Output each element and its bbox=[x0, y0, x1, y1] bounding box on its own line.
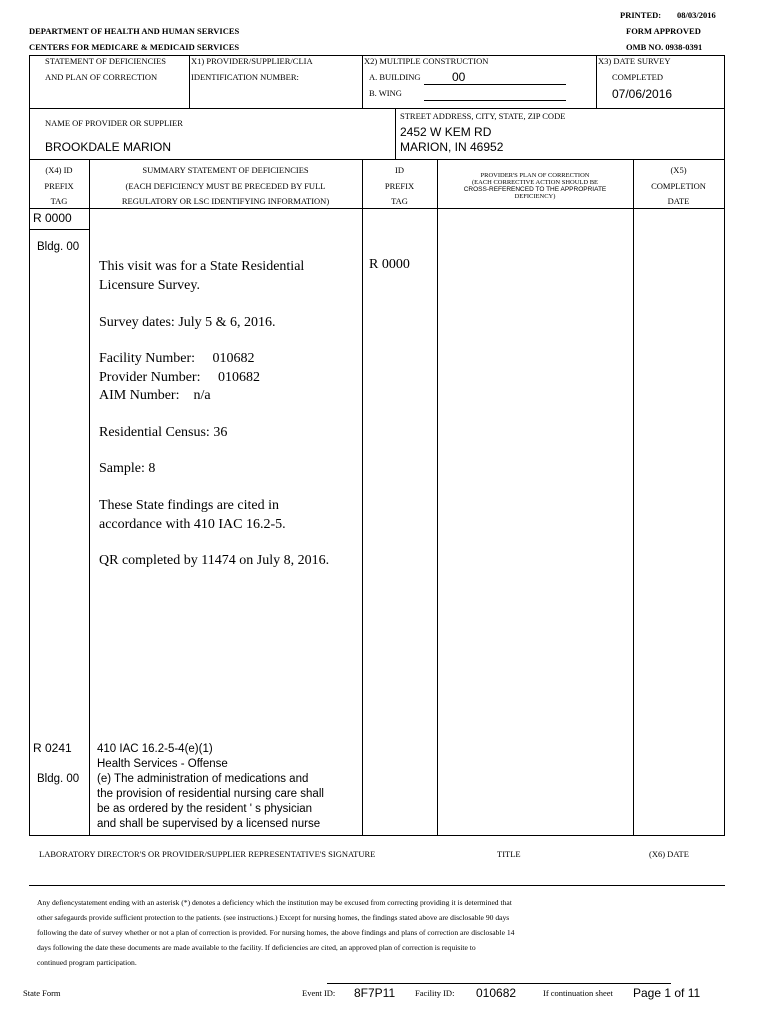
disclaimer-line-4: days following the date these documents are made available to the facility. If deficiencies are cited, an approved plan of correction is requisite to bbox=[37, 943, 476, 952]
x3-label: X3) DATE SURVEY bbox=[598, 56, 671, 66]
event-id-value: 8F7P11 bbox=[354, 986, 396, 1000]
disclaimer-line-3: following the date of survey whether or not a plan of correction is provided. For nursing homes, the above findings and plans of correction are disclosable 14 bbox=[37, 928, 515, 937]
centers-title: CENTERS FOR MEDICARE & MEDICAID SERVICES bbox=[29, 42, 240, 52]
reg-text-4: and shall be supervised by a licensed nurse bbox=[97, 818, 321, 830]
text-provider-number: Provider Number: 010682 bbox=[99, 370, 260, 385]
disclaimer-line-1: Any defiencystatement ending with an asterisk (*) denotes a deficiency which the institution may be excused from correcting providing it is determined that bbox=[37, 898, 512, 907]
disclaimer bbox=[37, 895, 717, 970]
department-title: DEPARTMENT OF HEALTH AND HUMAN SERVICES bbox=[29, 26, 240, 36]
summary-label: SUMMARY STATEMENT OF DEFICIENCIES bbox=[142, 165, 309, 175]
bldg-label-2: Bldg. 00 bbox=[37, 773, 80, 785]
continuation-label: If continuation sheet bbox=[543, 988, 613, 998]
text-census: Residential Census: 36 bbox=[99, 425, 228, 440]
printed-date: 08/03/2016 bbox=[677, 10, 716, 20]
facility-id-label: Facility ID: bbox=[415, 988, 455, 998]
plan-header-1: PROVIDER'S PLAN OF CORRECTION bbox=[480, 172, 590, 179]
tag-r0241: R 0241 bbox=[33, 741, 72, 755]
plan-header-3: CROSS-REFERENCED TO THE APPROPRIATE bbox=[463, 186, 607, 193]
bldg-label-1: Bldg. 00 bbox=[37, 241, 80, 253]
provider-name-label: NAME OF PROVIDER OR SUPPLIER bbox=[45, 118, 183, 128]
text-aim-number: AIM Number: n/a bbox=[99, 388, 211, 403]
completion-date-label: DATE bbox=[667, 196, 690, 206]
summary-sub1: (EACH DEFICIENCY MUST BE PRECEDED BY FULL bbox=[125, 181, 326, 191]
completed-label: COMPLETED bbox=[612, 72, 663, 82]
statement-label: STATEMENT OF DEFICIENCIES bbox=[45, 56, 167, 66]
x4-prefix-label: PREFIX bbox=[44, 181, 74, 191]
completion-label: COMPLETION bbox=[651, 181, 706, 191]
tag-r0000-right: R 0000 bbox=[369, 257, 410, 272]
reg-text-3: be as ordered by the resident ' s physician bbox=[97, 803, 313, 815]
x1-label: X1) PROVIDER/SUPPLIER/CLIA bbox=[191, 56, 313, 66]
state-form-label: State Form bbox=[23, 988, 61, 998]
disclaimer-line-2: other safegaurds provide sufficient protection to the patients. (see instructions.) Except for nursing homes, the findings stated above are disclosable 90 days bbox=[37, 913, 510, 922]
plan-header-4: DEFICIENCY) bbox=[514, 193, 556, 200]
text-findings-1: These State findings are cited in bbox=[99, 498, 279, 513]
plan-label: AND PLAN OF CORRECTION bbox=[45, 72, 158, 82]
building-label: A. BUILDING bbox=[369, 72, 421, 82]
address-label: STREET ADDRESS, CITY, STATE, ZIP CODE bbox=[400, 111, 566, 121]
summary-sub2: REGULATORY OR LSC IDENTIFYING INFORMATION) bbox=[121, 196, 330, 206]
text-findings-2: accordance with 410 IAC 16.2-5. bbox=[99, 517, 286, 532]
date-completed: 07/06/2016 bbox=[612, 87, 673, 101]
form-approved: FORM APPROVED bbox=[626, 26, 701, 36]
wing-label: B. WING bbox=[369, 88, 402, 98]
printed-label: PRINTED: bbox=[620, 10, 662, 20]
x4-tag-label: TAG bbox=[50, 196, 68, 206]
city-state-zip: MARION, IN 46952 bbox=[400, 140, 504, 154]
x4-id-label: (X4) ID bbox=[45, 165, 73, 175]
plan-header-2: (EACH CORRECTIVE ACTION SHOULD BE bbox=[471, 179, 599, 186]
reg-title: Health Services - Offense bbox=[97, 758, 228, 770]
x6-date-label: (X6) DATE bbox=[649, 849, 689, 859]
signature-label: LABORATORY DIRECTOR'S OR PROVIDER/SUPPLIER REPRESENTATIVE'S SIGNATURE bbox=[39, 849, 376, 859]
tag-r0000: R 0000 bbox=[33, 211, 72, 225]
text-visit-1: This visit was for a State Residential bbox=[99, 259, 305, 274]
reg-text-1: (e) The administration of medications and bbox=[97, 773, 309, 785]
omb-number: OMB NO. 0938-0391 bbox=[626, 42, 703, 52]
id-prefix-label: PREFIX bbox=[384, 181, 415, 191]
reg-text-2: the provision of residential nursing care shall bbox=[97, 788, 324, 800]
street-address: 2452 W KEM RD bbox=[400, 125, 492, 139]
text-visit-2: Licensure Survey. bbox=[99, 278, 200, 293]
page-number: Page 1 of 11 bbox=[633, 986, 701, 1000]
title-label: TITLE bbox=[497, 849, 521, 859]
building-value: 00 bbox=[452, 70, 466, 84]
id-tag-label: TAG bbox=[391, 196, 408, 206]
provider-name: BROOKDALE MARION bbox=[45, 140, 172, 154]
disclaimer-line-5: continued program participation. bbox=[37, 958, 137, 967]
text-facility-number: Facility Number: 010682 bbox=[99, 351, 255, 366]
reg-citation: 410 IAC 16.2-5-4(e)(1) bbox=[97, 743, 213, 755]
id-label: ID bbox=[395, 165, 404, 175]
identification-label: IDENTIFICATION NUMBER: bbox=[191, 72, 299, 82]
facility-id-value: 010682 bbox=[476, 986, 517, 1000]
event-id-label: Event ID: bbox=[302, 988, 336, 998]
x5-label: (X5) bbox=[670, 165, 687, 175]
text-sample: Sample: 8 bbox=[99, 461, 156, 476]
x2-label: X2) MULTIPLE CONSTRUCTION bbox=[364, 56, 489, 66]
text-qr: QR completed by 11474 on July 8, 2016. bbox=[99, 553, 330, 568]
text-survey-dates: Survey dates: July 5 & 6, 2016. bbox=[99, 315, 276, 330]
